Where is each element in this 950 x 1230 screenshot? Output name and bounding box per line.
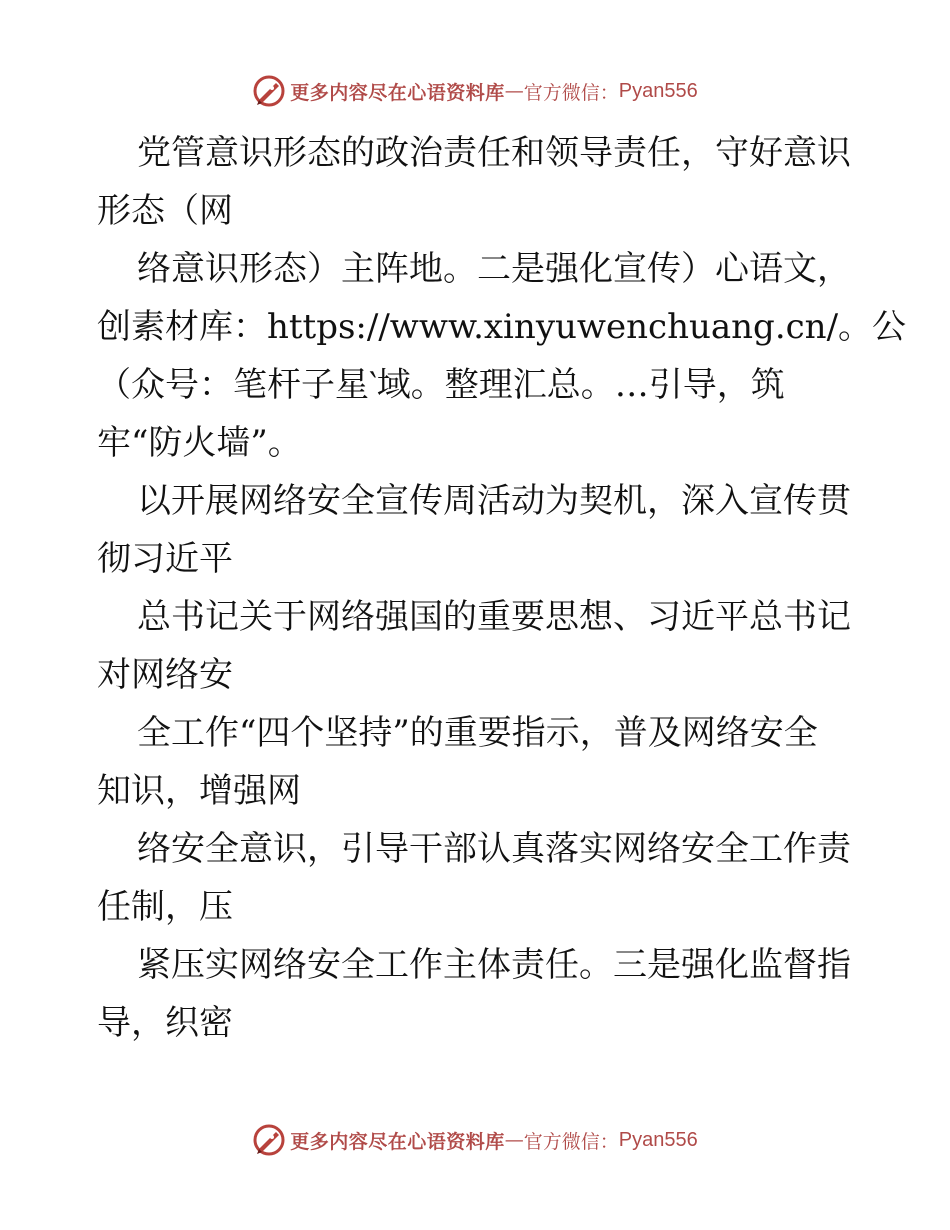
- footer-banner-separator: —: [504, 1129, 524, 1151]
- header-wechat-id: Pyan556: [618, 79, 698, 102]
- footer-banner: [0, 1120, 950, 1160]
- paragraph-line: 对网络安: [97, 655, 233, 695]
- paragraph-line: 络意识形态）主阵地。二是强化宣传）心语文，: [137, 249, 851, 289]
- paragraph-line: 任制，压: [97, 887, 233, 927]
- paragraph-line: 总书记关于网络强国的重要思想、习近平总书记: [137, 597, 851, 637]
- header-banner-text: 更多内容尽在心语资料库: [290, 81, 505, 104]
- paragraph-line: 创素材库：https://www.xinyuwenchuang.cn/。公: [97, 307, 907, 347]
- footer-banner-label: 官方微信：: [523, 1130, 619, 1153]
- footer-wechat-id: Pyan556: [618, 1128, 698, 1151]
- paragraph-line: 导，织密: [97, 1003, 233, 1043]
- header-banner-label: 官方微信：: [523, 81, 619, 104]
- pen-logo-icon: [252, 74, 286, 108]
- paragraph-line: 全工作“四个坚持”的重要指示，普及网络安全: [137, 713, 818, 753]
- paragraph-line: 紧压实网络安全工作主体责任。三是强化监督指: [137, 945, 851, 985]
- header-banner-separator: —: [504, 80, 524, 102]
- paragraph-line: 牢“防火墙”。: [97, 423, 302, 463]
- paragraph-line: 党管意识形态的政治责任和领导责任，守好意识: [137, 133, 851, 173]
- paragraph-line: 以开展网络安全宣传周活动为契机，深入宣传贯: [137, 481, 851, 521]
- header-banner: [0, 71, 950, 111]
- paragraph-line: 形态（网: [97, 191, 233, 231]
- footer-banner-text: 更多内容尽在心语资料库: [290, 1130, 505, 1153]
- paragraph-line: 知识，增强网: [97, 771, 301, 811]
- paragraph-line: 彻习近平: [97, 539, 233, 579]
- pen-logo-icon: [252, 1123, 286, 1157]
- paragraph-line: 络安全意识，引导干部认真落实网络安全工作责: [137, 829, 851, 869]
- paragraph-line: （众号：笔杆子星‵域。整理汇总。…引导，筑: [97, 365, 785, 405]
